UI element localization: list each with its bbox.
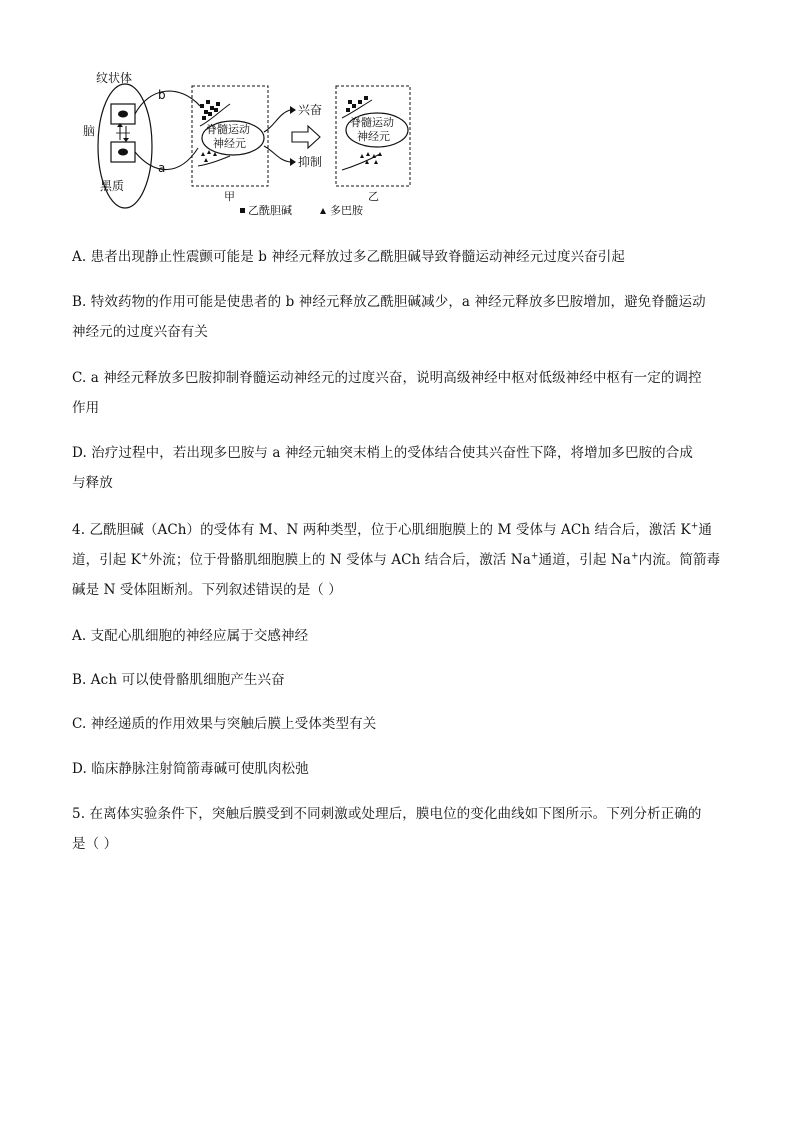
ach-markers-jia: [200, 100, 220, 120]
legend-ach-marker: [240, 208, 245, 213]
q3-option-c-line2: 作用: [72, 400, 100, 416]
label-panel-jia: 甲: [224, 190, 235, 203]
motor-neuron-yi-line1: 脊髓运动: [350, 116, 394, 129]
motor-neuron-jia-line1: 脊髓运动: [206, 123, 250, 136]
q4-option-a: A. 支配心肌细胞的神经应属于交感神经: [72, 628, 309, 644]
q4-stem-line3: 碱是 N 受体阻断剂。下列叙述错误的是（ ）: [72, 582, 342, 598]
q3-option-b-line1: B. 特效药物的作用可能是使患者的 b 神经元释放乙酰胆碱减少，a 神经元释放多巴胺增加，避免脊髓运动: [72, 294, 706, 310]
label-neuron-a: a: [158, 161, 166, 175]
neuron-a-axon: [135, 148, 198, 170]
legend-dopamine: 多巴胺: [330, 204, 363, 217]
q3-option-c-line1: C. a 神经元释放多巴胺抑制脊髓运动神经元的过度兴奋，说明高级神经中枢对低级神经中枢有一定的调控: [72, 370, 702, 386]
label-striatum: 纹状体: [96, 71, 133, 85]
q4-stem-line1: 4. 乙酰胆碱（ACh）的受体有 M、N 两种类型，位于心肌细胞膜上的 M 受体与 ACh 结合后，激活 K+通: [72, 521, 712, 538]
motor-neuron-jia-line2: 神经元: [213, 137, 246, 150]
label-substantia-nigra: 黑质: [100, 179, 125, 193]
q5-stem-line2: 是（ ）: [72, 836, 118, 852]
q3-option-d-line1: D. 治疗过程中，若出现多巴胺与 a 神经元轴突末梢上的受体结合使其兴奋性下降，将增加多巴胺的合成: [72, 445, 693, 461]
q4-option-c: C. 神经递质的作用效果与突触后膜上受体类型有关: [72, 716, 377, 732]
label-inhibit: 抑制: [298, 155, 323, 169]
label-neuron-b: b: [158, 88, 166, 102]
q5-stem-line1: 5. 在离体实验条件下，突触后膜受到不同刺激或处理后，膜电位的变化曲线如下图所示。下列分析正确的: [72, 806, 702, 822]
legend-dopamine-marker: [320, 208, 326, 214]
q3-option-a: A. 患者出现静止性震颤可能是 b 神经元释放过多乙酰胆碱导致脊髓运动神经元过度兴奋引起: [72, 249, 625, 265]
motor-neuron-yi-line2: 神经元: [357, 130, 390, 143]
legend-ach: 乙酰胆碱: [248, 204, 292, 217]
q4-stem-line2: 道，引起 K+外流；位于骨骼肌细胞膜上的 N 受体与 ACh 结合后，激活 Na+通道，引起 Na+内流。简箭毒: [72, 551, 721, 568]
label-brain: 脑: [83, 124, 96, 138]
q4-option-b: B. Ach 可以使骨骼肌细胞产生兴奋: [72, 672, 285, 688]
q3-option-d-line2: 与释放: [72, 475, 113, 491]
q4-option-d: D. 临床静脉注射简箭毒碱可使肌肉松弛: [72, 761, 309, 777]
label-excite: 兴奋: [298, 103, 323, 117]
neural-pathway-figure: [80, 66, 420, 226]
label-panel-yi: 乙: [368, 190, 379, 203]
transition-arrow: [292, 126, 320, 148]
q3-option-b-line2: 神经元的过度兴奋有关: [72, 324, 208, 340]
